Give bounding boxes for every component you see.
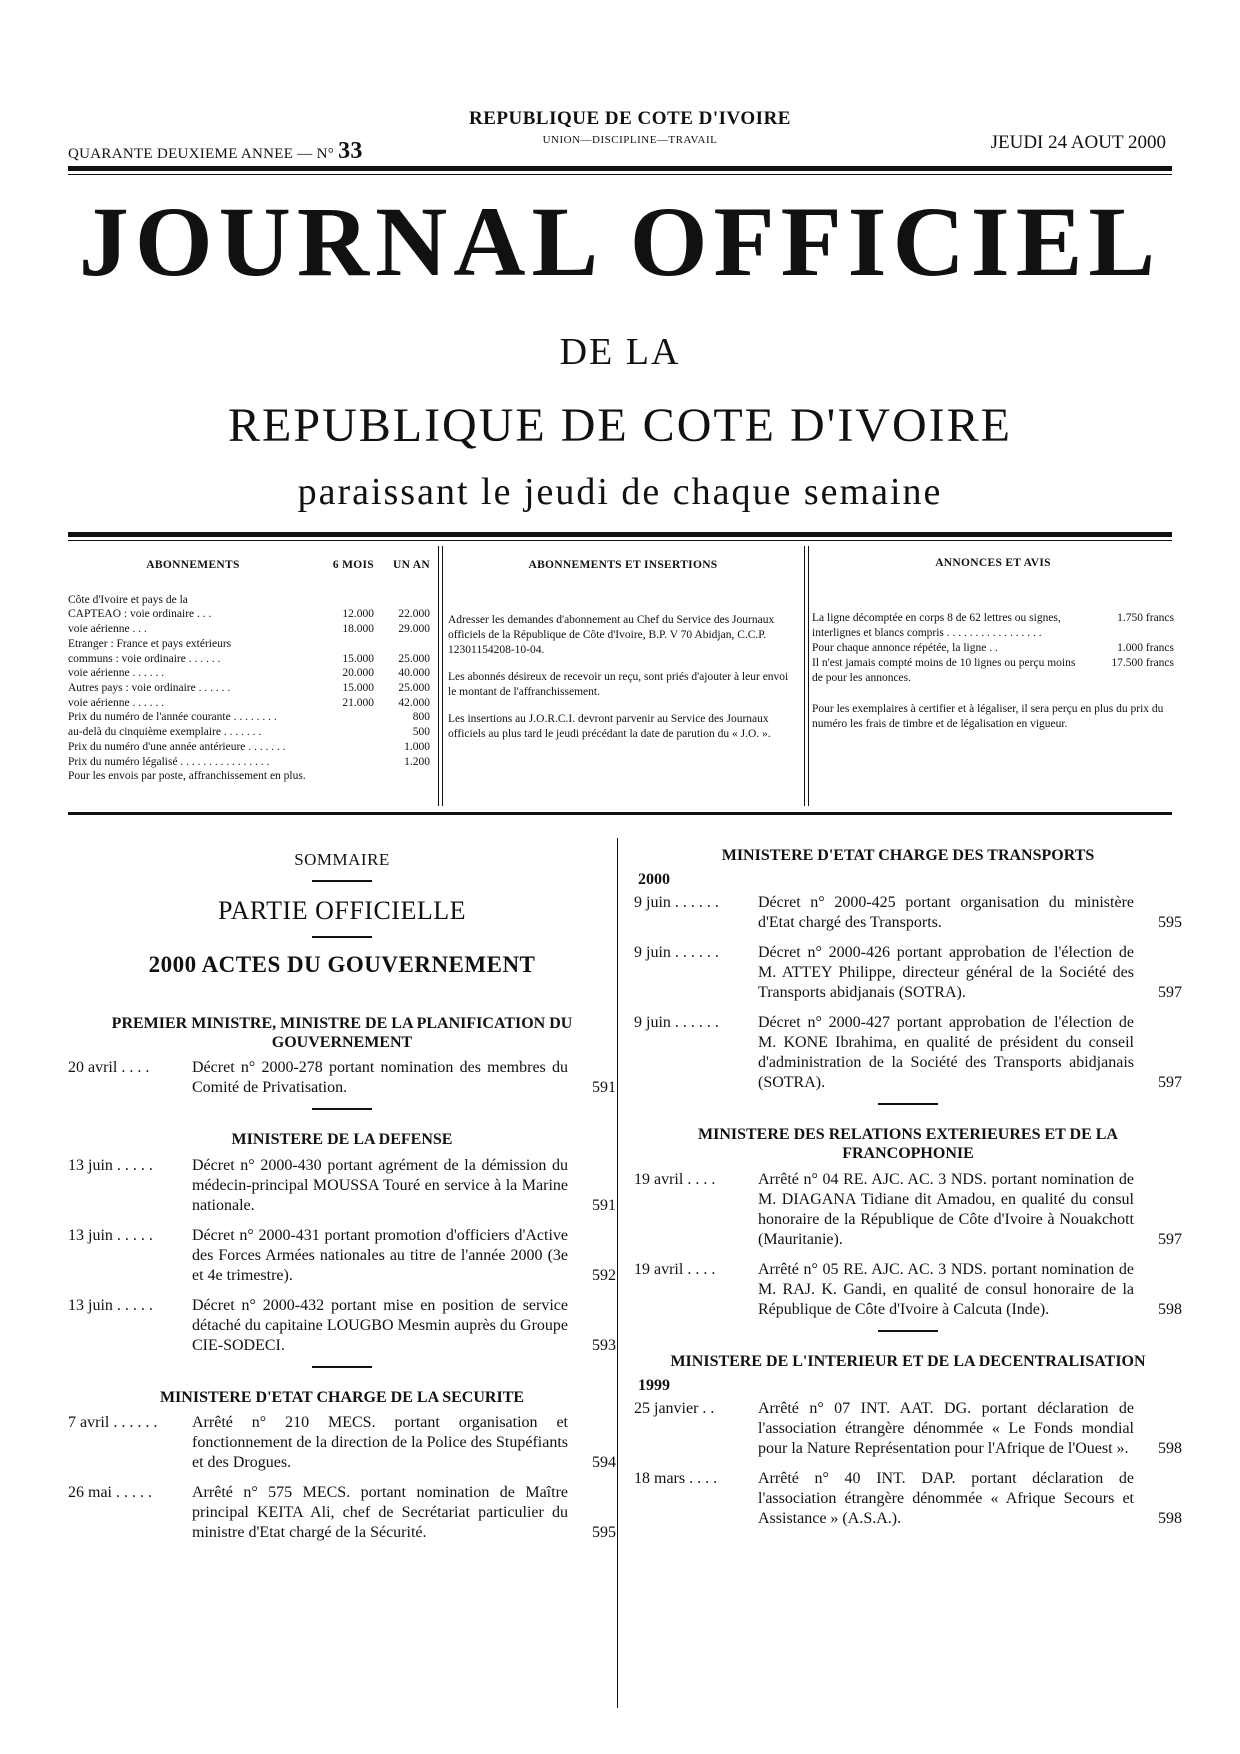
subscription-label: Côte d'Ivoire et pays de la xyxy=(68,593,188,606)
masthead-rule xyxy=(68,532,1172,537)
entry-date: 19 avril . . . . xyxy=(634,1260,716,1278)
sommaire-section xyxy=(68,1108,616,1355)
masthead-republic: REPUBLIQUE DE COTE D'IVOIRE xyxy=(228,399,1012,452)
entry-page: 597 xyxy=(1158,1074,1182,1092)
ministry-title: MINISTERE D'ETAT CHARGE DES TRANSPORTS xyxy=(721,847,1095,864)
right-sections xyxy=(634,846,1182,1529)
sommaire-title: SOMMAIRE xyxy=(294,850,390,869)
insertions-box xyxy=(448,546,798,806)
subscription-6mois xyxy=(318,725,374,740)
sommaire-entry xyxy=(634,1170,1182,1250)
masthead-de-la: DE LA xyxy=(559,331,681,373)
left-sections xyxy=(68,1014,616,1543)
insertions-p2: Les abonnés désireux de recevoir un reçu, sont priés d'ajouter à leur envoi le montant de l'affranchissement. xyxy=(448,670,789,698)
sommaire-entry xyxy=(68,1296,616,1356)
entry-date: 13 juin . . . . . xyxy=(68,1226,153,1244)
entry-text: Arrêté n° 05 RE. AJC. AC. 3 NDS. portant nomination de M. RAJ. K. Gandi, en qualité de consul honoraire de la République de Côte d'Ivoire à Calcuta (Inde). xyxy=(758,1260,1134,1318)
announcements-box xyxy=(812,546,1174,806)
subscription-row xyxy=(68,607,430,622)
sommaire-entry xyxy=(68,1226,616,1286)
subscription-6mois: 20.000 xyxy=(342,667,374,680)
subscription-6mois: 21.000 xyxy=(342,696,374,709)
entry-text: Décret n° 2000-431 portant promotion d'officiers d'Active des Forces Armées nationales au titre de l'année 2000 (3e et 4e trimestre). xyxy=(192,1226,568,1284)
partie-title: PARTIE OFFICIELLE xyxy=(218,896,466,925)
entry-page: 595 xyxy=(1158,914,1182,932)
subscription-row xyxy=(68,666,430,681)
subscription-label: communs : voie ordinaire . . . . . . xyxy=(68,652,221,665)
subscription-label: Etranger : France et pays extérieurs xyxy=(68,637,232,650)
header-republic xyxy=(440,108,820,146)
col-6mois: 6 MOIS xyxy=(332,559,374,571)
sommaire-entry xyxy=(634,1260,1182,1320)
entry-text: Arrêté n° 07 INT. AAT. DG. portant déclaration de l'association étrangère dénommée « Le Fonds mondial pour la Nature Représentation pour l'Afrique de l'Ouest ». xyxy=(758,1399,1134,1457)
boxes-rule xyxy=(68,812,1172,815)
subscription-label: Pour les envois par poste, affranchissement en plus. xyxy=(68,770,306,783)
announcement-row xyxy=(812,611,1174,641)
insertions-p1: Adresser les demandes d'abonnement au Chef du Service des Journaux officiels de la République de Côte d'Ivoire, B.P. V 70 Abidjan, C.C.P. 12301154208-10-04. xyxy=(448,613,775,656)
sommaire-section xyxy=(634,846,1182,1093)
short-rule xyxy=(878,1103,938,1105)
announcements-rows xyxy=(812,611,1174,686)
subscription-label: Prix du numéro de l'année courante . . . . . . . . xyxy=(68,711,277,724)
entry-date: 25 janvier . . xyxy=(634,1399,715,1417)
subscription-row xyxy=(68,652,430,667)
subscriptions-rows xyxy=(68,593,430,784)
subscription-6mois xyxy=(318,637,374,652)
edition-year: QUARANTE DEUXIEME ANNEE xyxy=(68,146,294,162)
subscription-row xyxy=(68,740,430,755)
entry-text: Décret n° 2000-432 portant mise en position de service détaché du capitaine LOUGBO Mesmin auprès du Groupe CIE-SODECI. xyxy=(192,1296,568,1354)
subscription-an: 25.000 xyxy=(398,652,430,665)
masthead-rule-thin xyxy=(68,540,1172,541)
short-rule xyxy=(312,880,372,882)
issue-date: JEUDI 24 AOUT 2000 xyxy=(990,132,1166,153)
column-divider xyxy=(617,838,618,1708)
short-rule xyxy=(312,1108,372,1110)
entry-page: 598 xyxy=(1158,1300,1182,1318)
subscription-an: 1.000 xyxy=(404,740,430,753)
header-rule xyxy=(68,166,1172,171)
subscription-an xyxy=(374,769,430,784)
masthead-title: JOURNAL OFFICIEL xyxy=(78,186,1162,297)
entry-text: Décret n° 2000-430 portant agrément de la démission du médecin-principal MOUSSA Touré en service à la Marine nationale. xyxy=(192,1156,568,1214)
subscription-label: CAPTEAO : voie ordinaire . . . xyxy=(68,608,212,621)
subscription-row xyxy=(68,769,430,784)
entry-date: 26 mai . . . . . xyxy=(68,1483,152,1501)
subscriptions-heading: ABONNEMENTS xyxy=(146,559,240,571)
edition-info: QUARANTE DEUXIEME ANNEE — N° 33 xyxy=(68,138,363,164)
entry-text: Décret n° 2000-427 portant approbation de l'élection de M. KONE Ibrahima, en qualité de président du conseil d'administration de la Société des Transports abidjanais (SOTRA). xyxy=(758,1014,1134,1092)
entry-date: 19 avril . . . . xyxy=(634,1170,716,1188)
sommaire-entry xyxy=(68,1413,616,1473)
header-motto: UNION—DISCIPLINE—TRAVAIL xyxy=(542,134,718,146)
sommaire-entry xyxy=(68,1156,616,1216)
announcements-legalisation: Pour les exemplaires à certifier et à légaliser, il sera perçu en plus du prix du numéro les frais de timbre et de légalisation en vigueur. xyxy=(812,702,1164,730)
entry-date: 9 juin . . . . . . xyxy=(634,1014,719,1032)
entry-page: 598 xyxy=(1158,1439,1182,1457)
entry-text: Décret n° 2000-426 portant approbation de l'élection de M. ATTEY Philippe, directeur général de la Société des Transports abidjanais (SOTRA). xyxy=(758,944,1134,1002)
sommaire-entry xyxy=(634,1469,1182,1529)
sommaire-section xyxy=(68,1014,616,1098)
subscription-label: voie aérienne . . . xyxy=(68,623,147,636)
subscription-6mois xyxy=(318,755,374,770)
entry-page: 592 xyxy=(592,1266,616,1284)
entry-page: 594 xyxy=(592,1453,616,1471)
subscription-an xyxy=(374,637,430,652)
entry-text: Arrêté n° 210 MECS. portant organisation et fonctionnement de la direction de la Police des Stupéfiants et des Drogues. xyxy=(192,1413,568,1471)
ministry-title: MINISTERE DES RELATIONS EXTERIEURES ET DE LA FRANCOPHONIE xyxy=(698,1126,1118,1163)
entry-text: Arrêté n° 575 MECS. portant nomination de Maître principal KEITA Ali, chef de Secrétariat particulier du ministre d'Etat chargé de la Sécurité. xyxy=(192,1483,568,1541)
announcement-price: 1.000 francs xyxy=(1117,641,1174,654)
announcement-row xyxy=(812,641,1174,656)
masthead-frequency: paraissant le jeudi de chaque semaine xyxy=(297,471,943,513)
issue-number: 33 xyxy=(338,138,363,164)
subscription-6mois: 12.000 xyxy=(342,608,374,621)
ministry-title: MINISTERE D'ETAT CHARGE DE LA SECURITE xyxy=(159,1388,525,1406)
entry-page: 597 xyxy=(1158,984,1182,1002)
entry-date: 20 avril . . . . xyxy=(68,1059,150,1077)
box-divider xyxy=(808,546,809,806)
subscription-an: 800 xyxy=(412,711,430,724)
entry-text: Décret n° 2000-425 portant organisation du ministère d'Etat chargé des Transports. xyxy=(758,894,1134,932)
entry-page: 593 xyxy=(592,1336,616,1354)
subscriptions-box xyxy=(68,546,430,806)
subscription-row xyxy=(68,637,430,652)
announcement-row xyxy=(812,656,1174,686)
announcements-heading: ANNONCES ET AVIS xyxy=(935,557,1051,569)
box-divider xyxy=(438,546,439,806)
subscription-an: 1.200 xyxy=(404,755,430,768)
subscription-row xyxy=(68,696,430,711)
entry-page: 591 xyxy=(592,1196,616,1214)
subscription-row xyxy=(68,681,430,696)
entry-date: 7 avril . . . . . . xyxy=(68,1413,158,1431)
entry-text: Décret n° 2000-278 portant nomination des membres du Comité de Privatisation. xyxy=(192,1059,568,1097)
actes-title: 2000 ACTES DU GOUVERNEMENT xyxy=(148,952,536,977)
entry-date: 13 juin . . . . . xyxy=(68,1156,153,1174)
subscription-label: Prix du numéro d'une année antérieure . . . . . . . xyxy=(68,740,286,753)
entry-date: 9 juin . . . . . . xyxy=(634,894,719,912)
subscription-label: voie aérienne . . . . . . xyxy=(68,667,165,680)
entry-page: 591 xyxy=(592,1079,616,1097)
subscription-6mois: 15.000 xyxy=(342,682,374,695)
entry-text: Arrêté n° 40 INT. DAP. portant déclaration de l'association étrangère dénommée « Afrique Secours et Assistance » (A.S.A.). xyxy=(758,1469,1134,1527)
subscriptions-header xyxy=(68,558,430,573)
header-rule-thin xyxy=(68,174,1172,175)
subscription-an: 500 xyxy=(412,726,430,739)
subscription-row xyxy=(68,725,430,740)
insertions-heading: ABONNEMENTS ET INSERTIONS xyxy=(528,559,718,571)
subscription-row xyxy=(68,755,430,770)
subscription-label: Prix du numéro légalisé . . . . . . . . . . . . . . . . xyxy=(68,755,270,768)
subscription-6mois xyxy=(318,710,374,725)
sommaire-section xyxy=(634,1103,1182,1319)
subscription-an: 40.000 xyxy=(398,667,430,680)
entry-page: 597 xyxy=(1158,1230,1182,1248)
sommaire-entry xyxy=(634,1399,1182,1459)
subscription-label: voie aérienne . . . . . . xyxy=(68,696,165,709)
ministry-title: MINISTERE DE L'INTERIEUR ET DE LA DECENTRALISATION xyxy=(670,1352,1146,1370)
entry-date: 9 juin . . . . . . xyxy=(634,944,719,962)
entry-page: 595 xyxy=(592,1523,616,1541)
subscription-row xyxy=(68,622,430,637)
subscription-label: au-delà du cinquième exemplaire . . . . . . . xyxy=(68,726,262,739)
announcement-price: 1.750 francs xyxy=(1117,611,1174,624)
subscription-row xyxy=(68,710,430,725)
subscription-6mois xyxy=(318,769,374,784)
ministry-title: PREMIER MINISTRE, MINISTRE DE LA PLANIFICATION DU GOUVERNEMENT xyxy=(111,1015,573,1052)
box-divider xyxy=(442,546,443,806)
announcement-label: Il n'est jamais compté moins de 10 lignes ou perçu moins de pour les annonces. xyxy=(812,656,1076,684)
announcement-label: Pour chaque annonce répétée, la ligne . . xyxy=(812,641,998,654)
sommaire-entry xyxy=(68,1483,616,1543)
number-prefix: N° xyxy=(316,146,335,162)
subscription-6mois xyxy=(318,593,374,608)
subscription-6mois xyxy=(318,740,374,755)
sommaire-entry xyxy=(634,1013,1182,1093)
sommaire-entry xyxy=(634,943,1182,1003)
short-rule xyxy=(312,1366,372,1368)
subscription-an: 29.000 xyxy=(398,623,430,636)
entry-text: Arrêté n° 04 RE. AJC. AC. 3 NDS. portant nomination de M. DIAGANA Tidiane dit Amadou, en qualité du consul honoraire de la République de Côte d'Ivoire à Nouakchott (Mauritanie). xyxy=(758,1170,1134,1248)
subscription-row xyxy=(68,593,430,608)
sommaire-entry xyxy=(68,1058,616,1098)
subscription-an: 42.000 xyxy=(398,696,430,709)
col-an: UN AN xyxy=(393,559,430,571)
announcement-price: 17.500 francs xyxy=(1111,656,1174,669)
subscription-an: 22.000 xyxy=(398,608,430,621)
announcement-label: La ligne décomptée en corps 8 de 62 lettres ou signes, interlignes et blancs compris . . . . . . . . . . . . . . . . . xyxy=(812,611,1061,639)
header-republic-name: REPUBLIQUE DE COTE D'IVOIRE xyxy=(469,108,791,129)
sommaire-section xyxy=(68,1366,616,1543)
section-year: 1999 xyxy=(638,1376,670,1394)
left-column xyxy=(68,850,616,1553)
subscription-6mois: 18.000 xyxy=(342,623,374,636)
short-rule xyxy=(878,1330,938,1332)
sommaire-entry xyxy=(634,893,1182,933)
entry-date: 18 mars . . . . xyxy=(634,1469,718,1487)
short-rule xyxy=(312,936,372,938)
section-year: 2000 xyxy=(638,871,670,889)
insertions-p3: Les insertions au J.O.R.C.I. devront parvenir au Service des Journaux officiels au plus tard le jeudi précédant la date de parution du « J.O. ». xyxy=(448,712,771,740)
subscription-6mois: 15.000 xyxy=(342,652,374,665)
box-divider xyxy=(804,546,805,806)
subscription-an xyxy=(374,593,430,608)
right-column xyxy=(634,846,1182,1539)
ministry-title: MINISTERE DE LA DEFENSE xyxy=(231,1131,453,1149)
entry-page: 598 xyxy=(1158,1509,1182,1527)
sommaire-section xyxy=(634,1330,1182,1529)
entry-date: 13 juin . . . . . xyxy=(68,1296,153,1314)
subscription-an: 25.000 xyxy=(398,682,430,695)
subscription-label: Autres pays : voie ordinaire . . . . . . xyxy=(68,682,231,695)
